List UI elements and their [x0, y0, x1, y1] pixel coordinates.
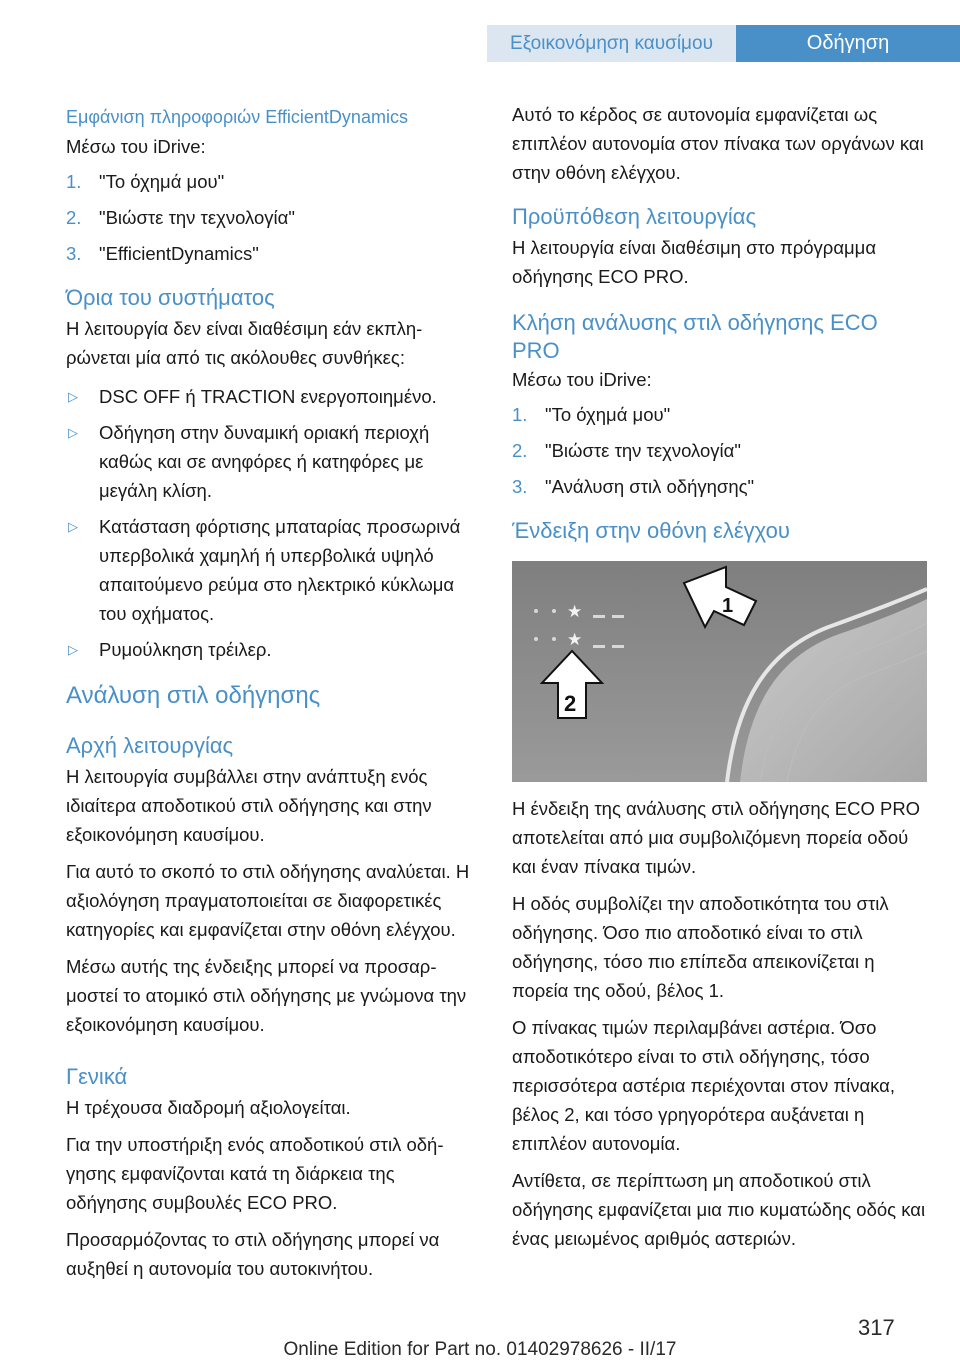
list-item	[512, 436, 927, 465]
step-text: "Το όχημά μου"	[99, 171, 225, 192]
list-item	[512, 400, 927, 429]
section-tab: Εξοικονόμηση καυσίμου	[487, 25, 736, 62]
step-text: "Βιώστε την τεχνολογία"	[99, 207, 295, 228]
heading-principle: Αρχή λειτουργίας	[66, 733, 234, 758]
limits-text: Η λειτουργία δεν είναι διαθέσιμη εάν εκπληρώνεται μία από τις ακόλουθες συνθήκες:	[66, 318, 423, 368]
bullet-text: Κατάσταση φόρτισης μπαταρίας προσωρινά υπερβολικά χαμηλή ή υπερβολικά υψηλό απαιτούμενο ρεύμα στο ηλεκτρικό κύκλωμα του οχήματος.	[99, 516, 461, 624]
heading-driving-style-analysis: Ανάλυση στιλ οδήγησης	[66, 682, 321, 709]
list-item	[66, 418, 478, 505]
steps-list-1	[66, 167, 478, 268]
step-number: 3.	[66, 243, 82, 264]
steps-list-2	[512, 400, 927, 501]
page-number: 317	[858, 1315, 895, 1340]
step-number: 2.	[512, 440, 528, 461]
heading-control-display-indication: Ένδειξη στην οθόνη ελέγχου	[512, 518, 790, 543]
heading-efficientdynamics-display: Εμφάνιση πληροφοριών EfficientDynamics	[66, 107, 408, 127]
via-idrive-text: Μέσω του iDrive:	[66, 136, 206, 157]
general-text-2: Για την υποστήριξη ενός αποδοτικού στιλ οδήγησης εμφανίζονται κατά τη διάρκεια της οδήγησης συμβουλές ECO PRO.	[66, 1134, 444, 1213]
heading-system-limits: Όρια του συστήματος	[66, 285, 275, 310]
dash-marker	[612, 615, 624, 618]
triangle-bullet-icon: ▷	[68, 425, 78, 440]
dot-marker	[534, 637, 538, 641]
dot-marker	[534, 609, 538, 613]
dash-marker	[593, 615, 605, 618]
dot-marker	[552, 637, 556, 641]
indication-text-3: Ο πίνακας τιμών περιλαμβάνει αστέρια. Όσο αποδοτικότερο είναι το στιλ οδήγησης, τόσο περισσότερα αστέρια περιέχονται στον πίνακα, βέλος 2, και τόσο γρηγορότερα αυξάνεται η επιπλέον αυτονομία.	[512, 1017, 896, 1154]
eco-pro-analysis-figure	[512, 561, 927, 782]
general-text-3: Προσαρμόζοντας το στιλ οδήγησης μπορεί να αυξηθεί η αυτονομία του αυτοκινήτου.	[66, 1229, 440, 1279]
prerequisite-text: Η λειτουργία είναι διαθέσιμη στο πρόγραμμα οδήγησης ECO PRO.	[512, 237, 877, 287]
list-item	[66, 635, 478, 664]
heading-prerequisite: Προϋπόθεση λειτουργίας	[512, 204, 757, 229]
left-column	[66, 100, 478, 1283]
heading-general: Γενικά	[66, 1064, 128, 1089]
list-item	[66, 239, 478, 268]
step-text: "Το όχημά μου"	[545, 404, 671, 425]
step-text: "Ανάλυση στιλ οδήγησης"	[545, 476, 755, 497]
list-item	[66, 512, 478, 628]
right-column	[512, 100, 927, 1253]
list-item	[512, 472, 927, 501]
general-text-1: Η τρέχουσα διαδρομή αξιολογείται.	[66, 1097, 351, 1118]
star-icon: ★	[567, 630, 583, 650]
star-icon: ★	[567, 602, 583, 622]
bullet-text: Ρυμούλκηση τρέιλερ.	[99, 639, 272, 660]
step-number: 3.	[512, 476, 528, 497]
page-header	[0, 0, 960, 62]
dash-marker	[593, 645, 605, 648]
heading-call-analysis: Κλήση ανάλυσης στιλ οδήγησης ECO PRO	[512, 310, 878, 363]
step-text: "Βιώστε την τεχνολογία"	[545, 440, 741, 461]
via-idrive-text: Μέσω του iDrive:	[512, 369, 652, 390]
triangle-bullet-icon: ▷	[68, 642, 78, 657]
dash-marker	[612, 645, 624, 648]
arrow-1-label: 1	[722, 595, 734, 617]
principle-text-1: Η λειτουργία συμβάλλει στην ανάπτυξη ενός ιδιαίτερα αποδοτικού στιλ οδήγησης και στην εξοικονόμηση καυσίμου.	[66, 766, 432, 845]
limits-bullet-list	[66, 382, 478, 664]
indication-text-1: Η ένδειξη της ανάλυσης στιλ οδήγησης ECO PRO αποτελείται από μια συμβολιζόμενη πορεία οδού και έναν πίνακα τιμών.	[512, 798, 921, 877]
step-number: 1.	[66, 171, 82, 192]
bullet-text: DSC OFF ή TRACTION ενεργοποιημένο.	[99, 386, 437, 407]
indication-text-2: Η οδός συμβολίζει την αποδοτικότητα του στιλ οδήγησης. Όσο πιο αποδοτικό είναι το στιλ οδήγησης, τόσο πιο επίπεδα απεικονίζεται η πορεία της οδού, βέλος 1.	[512, 893, 889, 1001]
triangle-bullet-icon: ▷	[68, 389, 78, 404]
step-number: 2.	[66, 207, 82, 228]
bullet-text: Οδήγηση στην δυναμική οριακή περιοχή καθώς και σε ανηφόρες ή κατηφόρες με μεγάλη κλίση.	[99, 422, 430, 501]
dot-marker	[552, 609, 556, 613]
step-text: "EfficientDynamics"	[99, 243, 259, 264]
triangle-bullet-icon: ▷	[68, 519, 78, 534]
step-number: 1.	[512, 404, 528, 425]
principle-text-3: Μέσω αυτής της ένδειξης μπορεί να προσαρμοστεί το ατομικό στιλ οδήγησης με γνώμονα την εξοικονόμηση καυσίμου.	[66, 956, 467, 1035]
online-edition-footer: Online Edition for Part no. 01402978626 - II/17	[283, 1339, 677, 1360]
arrow-2-label: 2	[564, 691, 577, 716]
list-item	[66, 167, 478, 196]
chapter-tab: Οδήγηση	[736, 25, 960, 62]
principle-text-2: Για αυτό το σκοπό το στιλ οδήγησης αναλύεται. Η αξιολόγηση πραγματοποιείται σε διαφορετικές κατηγορίες και εμφανίζεται στην οθόνη ελέγχου.	[66, 861, 470, 940]
list-item	[66, 382, 478, 411]
eco-pro-display-illustration	[512, 561, 927, 782]
list-item	[66, 203, 478, 232]
range-gain-text: Αυτό το κέρδος σε αυτονομία εμφανίζεται ως επιπλέον αυτονομία στον πίνακα των οργάνων και στην οθόνη ελέγχου.	[512, 104, 924, 183]
indication-text-4: Αντίθετα, σε περίπτωση μη αποδοτικού στιλ οδήγησης εμφανίζεται μια πιο κυματώδης οδός και ένας μειωμένος αριθμός αστεριών.	[512, 1170, 926, 1249]
